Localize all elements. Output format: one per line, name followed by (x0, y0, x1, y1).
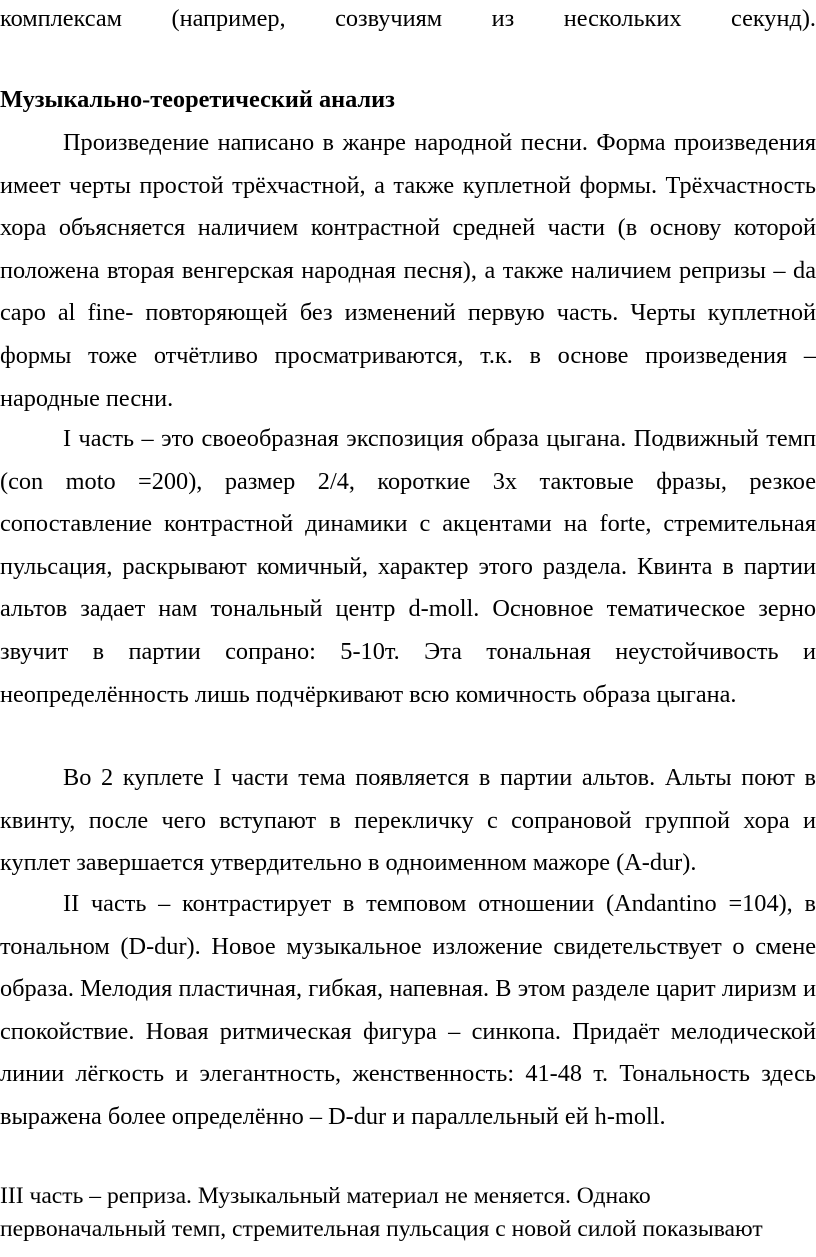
paragraph-part-one: I часть – это своеобразная экспозиция образа цыгана. Подвижный темп (con moto =200), размер 2/4, короткие 3х тактовые фразы, резкое сопоставление контрастной динамики с акцентами на forte, стремительная пульсация, раскрывают комичный, характер этого раздела. Квинта в партии альтов задает нам тональный центр d-moll. Основное тематическое зерно звучит в партии сопрано: 5-10т. Эта тональная неустойчивость и неопределённость лишь подчёркивают всю комичность образа цыгана. (0, 425, 816, 708)
paragraph-form: Произведение написано в жанре народной песни. Форма произведения имеет черты простой трёхчастной, а также куплетной формы. Трёхчастность хора объясняется наличием контрастной средней части (в основу которой положена вторая венгерская народная песня), а также наличием репризы – da capo al fine- повторяющей без изменений первую часть. Черты куплетной формы тоже отчётливо просматриваются, т.к. в основе произведения – народные песни. (0, 129, 816, 412)
paragraph-part-three-line-1: III часть – реприза. Музыкальный материал не меняется. Однако (0, 1183, 651, 1209)
section-heading: Музыкально-теоретический анализ (0, 86, 395, 113)
paragraph-part-three-line-2: первоначальный темп, стремительная пульсация с новой силой показывают (0, 1216, 763, 1242)
paragraph-second-verse: Во 2 куплете I части тема появляется в партии альтов. Альты поют в квинту, после чего вступают в перекличку с сопрановой группой хора и куплет завершается утвердительно в одноименном мажоре (A-dur). (0, 764, 816, 877)
paragraph-part-two: II часть – контрастирует в темповом отношении (Andantino =104), в тональном (D-dur). Новое музыкальное изложение свидетельствует о смене образа. Мелодия пластичная, гибкая, напевная. В этом разделе царит лиризм и спокойствие. Новая ритмическая фигура – синкопа. Придаёт мелодической линии лёгкость и элегантность, женственность: 41-48 т. Тональность здесь выражена более определённо – D-dur и параллельный ей h-moll. (0, 890, 816, 1130)
top-fragment-line: комплексам (например, созвучиям из нескольких секунд). (0, 5, 816, 32)
